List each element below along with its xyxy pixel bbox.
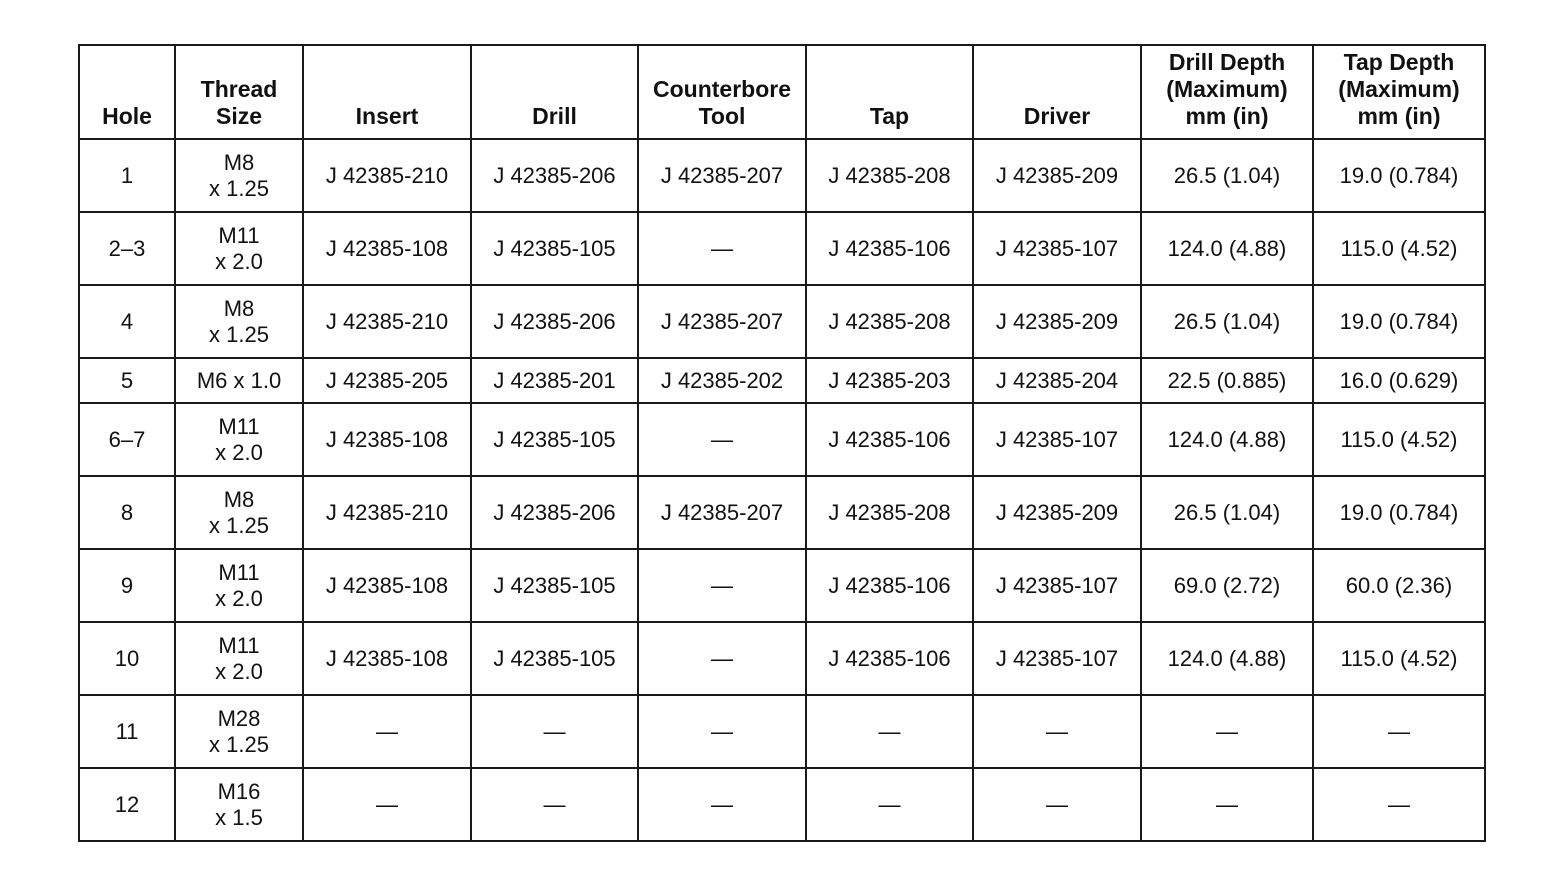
cell-counterbore: — [638,212,806,285]
table-row [79,285,1485,358]
header-hole: Hole [79,45,175,139]
cell-driver: J 42385-209 [973,476,1141,549]
cell-hole: 12 [79,768,175,841]
cell-thread-size [175,139,303,212]
cell-tap-depth: — [1313,768,1485,841]
cell-hole: 2–3 [79,212,175,285]
cell-drill: J 42385-105 [471,622,638,695]
cell-thread-size [175,285,303,358]
cell-driver: J 42385-107 [973,212,1141,285]
thread-size-line: M11 [218,222,260,248]
header-tap-depth-line-2: (Maximum) [1338,75,1460,102]
cell-drill: J 42385-105 [471,212,638,285]
header-row [79,45,1485,139]
thread-size-line: x 1.5 [215,804,263,830]
cell-tap-depth: — [1313,695,1485,768]
cell-driver: — [973,695,1141,768]
header-drill-depth-line-2: (Maximum) [1166,75,1288,102]
cell-tap: J 42385-106 [806,622,973,695]
cell-drill: — [471,695,638,768]
cell-driver: J 42385-209 [973,139,1141,212]
table-row [79,768,1485,841]
cell-counterbore: — [638,622,806,695]
cell-drill-depth: — [1141,695,1313,768]
cell-thread-size [175,476,303,549]
cell-tap: J 42385-203 [806,358,973,403]
cell-thread-size [175,695,303,768]
table-row [79,212,1485,285]
cell-tap: J 42385-106 [806,212,973,285]
cell-tap-depth: 115.0 (4.52) [1313,622,1485,695]
hole-tool-table [78,44,1486,842]
cell-tap: J 42385-208 [806,476,973,549]
cell-tap: J 42385-106 [806,403,973,476]
cell-drill-depth: — [1141,768,1313,841]
cell-drill-depth: 124.0 (4.88) [1141,403,1313,476]
cell-driver: J 42385-107 [973,403,1141,476]
cell-insert: J 42385-108 [303,549,471,622]
table-body [79,139,1485,841]
cell-tap-depth: 16.0 (0.629) [1313,358,1485,403]
cell-tap-depth: 19.0 (0.784) [1313,476,1485,549]
cell-hole: 9 [79,549,175,622]
cell-counterbore: — [638,403,806,476]
cell-driver: J 42385-204 [973,358,1141,403]
header-counterbore-line-2: Tool [698,102,746,129]
cell-drill: J 42385-105 [471,403,638,476]
thread-size-line: x 1.25 [209,175,269,201]
cell-drill-depth: 124.0 (4.88) [1141,212,1313,285]
cell-tap-depth: 19.0 (0.784) [1313,139,1485,212]
cell-insert: J 42385-210 [303,476,471,549]
thread-size-line: x 1.25 [209,321,269,347]
cell-driver: J 42385-107 [973,622,1141,695]
header-counterbore-tool [638,45,806,139]
thread-size-line: M8 [223,486,255,512]
thread-size-line: M11 [218,559,260,585]
thread-size-line: x 2.0 [215,439,263,465]
table-row [79,358,1485,403]
table-row [79,622,1485,695]
thread-size-line: M6 x 1.0 [196,367,282,393]
cell-drill: J 42385-206 [471,285,638,358]
cell-hole: 6–7 [79,403,175,476]
thread-size-line: M16 [217,778,261,804]
thread-size-line: M28 [217,705,261,731]
cell-tap: J 42385-208 [806,285,973,358]
thread-size-line: M11 [218,413,260,439]
cell-drill-depth: 26.5 (1.04) [1141,285,1313,358]
cell-drill: J 42385-105 [471,549,638,622]
cell-driver: J 42385-209 [973,285,1141,358]
cell-counterbore: — [638,549,806,622]
cell-drill: J 42385-201 [471,358,638,403]
cell-counterbore: J 42385-202 [638,358,806,403]
cell-driver: — [973,768,1141,841]
cell-tap-depth: 115.0 (4.52) [1313,212,1485,285]
cell-insert: J 42385-108 [303,212,471,285]
cell-thread-size [175,549,303,622]
thread-size-line: M8 [223,295,255,321]
table-row [79,476,1485,549]
cell-tap: — [806,695,973,768]
cell-tap: — [806,768,973,841]
header-drill-depth [1141,45,1313,139]
cell-drill-depth: 22.5 (0.885) [1141,358,1313,403]
cell-insert: J 42385-210 [303,139,471,212]
thread-size-line: x 1.25 [209,512,269,538]
cell-drill: J 42385-206 [471,476,638,549]
header-thread-size-line-1: Thread [200,75,278,102]
cell-hole: 5 [79,358,175,403]
header-insert: Insert [303,45,471,139]
table-row [79,139,1485,212]
cell-tap: J 42385-106 [806,549,973,622]
cell-insert: — [303,768,471,841]
header-tap-depth [1313,45,1485,139]
cell-counterbore: — [638,695,806,768]
cell-hole: 11 [79,695,175,768]
header-thread-size [175,45,303,139]
cell-thread-size [175,622,303,695]
thread-size-line: M8 [223,149,255,175]
thread-size-line: M11 [218,632,260,658]
header-thread-size-line-2: Size [215,102,263,129]
cell-drill-depth: 69.0 (2.72) [1141,549,1313,622]
thread-size-line: x 2.0 [215,585,263,611]
cell-hole: 4 [79,285,175,358]
header-tap: Tap [806,45,973,139]
cell-drill-depth: 26.5 (1.04) [1141,476,1313,549]
cell-counterbore: J 42385-207 [638,476,806,549]
cell-tap-depth: 60.0 (2.36) [1313,549,1485,622]
cell-thread-size [175,403,303,476]
cell-insert: — [303,695,471,768]
cell-drill: J 42385-206 [471,139,638,212]
cell-counterbore: J 42385-207 [638,139,806,212]
header-drill-depth-line-1: Drill Depth [1168,48,1286,75]
thread-size-line: x 2.0 [215,248,263,274]
cell-drill: — [471,768,638,841]
cell-tap-depth: 19.0 (0.784) [1313,285,1485,358]
cell-thread-size [175,212,303,285]
cell-insert: J 42385-108 [303,622,471,695]
cell-driver: J 42385-107 [973,549,1141,622]
header-tap-depth-line-1: Tap Depth [1343,48,1455,75]
cell-thread-size [175,358,303,403]
header-drill: Drill [471,45,638,139]
cell-hole: 1 [79,139,175,212]
header-tap-depth-line-3: mm (in) [1357,102,1441,129]
table-row [79,695,1485,768]
header-drill-depth-line-3: mm (in) [1185,102,1269,129]
cell-thread-size [175,768,303,841]
cell-tap: J 42385-208 [806,139,973,212]
cell-hole: 8 [79,476,175,549]
cell-counterbore: J 42385-207 [638,285,806,358]
table-row [79,403,1485,476]
header-counterbore-line-1: Counterbore [653,75,791,102]
thread-size-line: x 2.0 [215,658,263,684]
cell-tap-depth: 115.0 (4.52) [1313,403,1485,476]
header-driver: Driver [973,45,1141,139]
cell-insert: J 42385-108 [303,403,471,476]
cell-hole: 10 [79,622,175,695]
cell-drill-depth: 26.5 (1.04) [1141,139,1313,212]
thread-size-line: x 1.25 [209,731,269,757]
table-row [79,549,1485,622]
cell-insert: J 42385-205 [303,358,471,403]
cell-insert: J 42385-210 [303,285,471,358]
cell-drill-depth: 124.0 (4.88) [1141,622,1313,695]
cell-counterbore: — [638,768,806,841]
